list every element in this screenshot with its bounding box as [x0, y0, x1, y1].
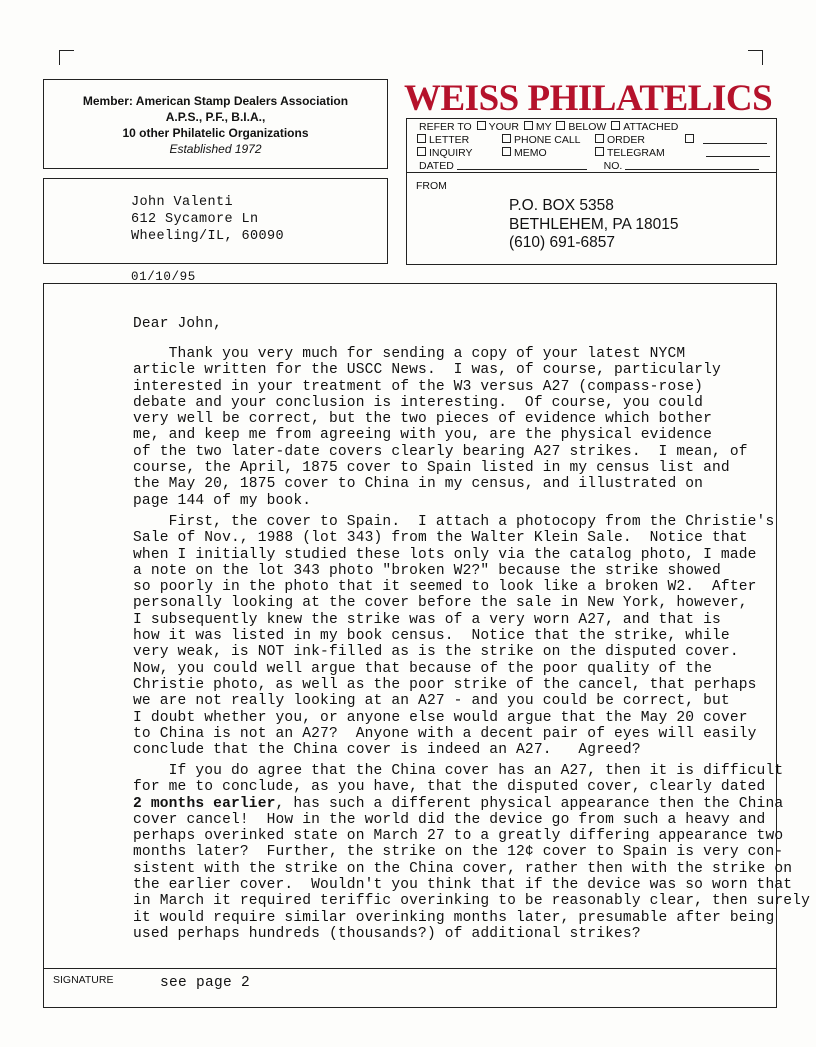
dated-blank[interactable]: [457, 160, 587, 170]
paragraph-line: Thank you very much for sending a copy of your latest NYCM: [133, 346, 686, 362]
other-checkbox-1[interactable]: [685, 134, 694, 143]
recipient-street: 612 Sycamore Ln: [131, 212, 259, 227]
inquiry-label: INQUIRY: [429, 147, 473, 159]
signature-divider: [43, 968, 777, 969]
paragraph-line: I subsequently knew the strike was of a very worn A27, and that is: [133, 611, 721, 628]
other-blank-1[interactable]: [703, 134, 767, 144]
company-name: WEISS PHILATELICS: [404, 78, 773, 119]
signature-label: SIGNATURE: [53, 974, 114, 986]
your-checkbox[interactable]: [477, 121, 486, 130]
your-label: YOUR: [488, 121, 519, 133]
paragraph-line: so poorly in the photo that it seemed to look like a broken W2. After: [133, 579, 757, 596]
recipient-address: [131, 194, 284, 245]
paragraph-line: perhaps overinked state on March 27 to a greatly differing appearance two: [133, 828, 784, 845]
body-paragraph-1: [133, 346, 748, 509]
paragraph-line: personally looking at the cover before the sale in New York, however,: [133, 595, 748, 612]
established-date: Established 1972: [169, 142, 262, 156]
inquiry-checkbox[interactable]: [417, 147, 426, 156]
recipient-city: Wheeling/IL, 60090: [131, 229, 285, 244]
below-checkbox[interactable]: [556, 121, 565, 130]
routing-row-3b: [500, 147, 547, 159]
salutation: Dear John,: [133, 316, 223, 332]
paragraph-line: in March it required teriffic overinking to be reasonably clear, then surely: [133, 893, 810, 910]
return-address: [509, 197, 678, 253]
letter-label: LETTER: [429, 134, 470, 146]
routing-row-2: [415, 134, 469, 146]
telegram-label: TELEGRAM: [607, 147, 665, 159]
paragraph-line: article written for the USCC News. I was, of course, particularly: [133, 362, 721, 379]
paragraph-line: interested in your treatment of the W3 versus A27 (compass-rose): [133, 378, 704, 395]
paragraph-line: First, the cover to Spain. I attach a photocopy from the Christie's: [133, 514, 775, 530]
letter-checkbox[interactable]: [417, 134, 426, 143]
dated-label: DATED: [419, 160, 454, 172]
routing-row-3: [415, 147, 473, 159]
paragraph-line: a note on the lot 343 photo "broken W2?" because the strike showed: [133, 562, 721, 579]
paragraph-line: very weak, is NOT ink-filled as is the strike on the disputed cover.: [133, 644, 739, 661]
paragraph-line: Christie photo, as well as the poor strike of the cancel, that perhaps: [133, 676, 757, 693]
memo-checkbox[interactable]: [502, 147, 511, 156]
member-line-1: Member: American Stamp Dealers Association: [82, 94, 349, 108]
from-label: FROM: [416, 180, 447, 192]
paragraph-line: very well be correct, but the two pieces of evidence which bother: [133, 411, 712, 428]
paragraph-line: it would require similar overinking months later, presumable after being: [133, 909, 775, 926]
paragraph-line: we are not really looking at an A27 - and you could be correct, but: [133, 693, 730, 710]
below-label: BELOW: [568, 121, 607, 133]
routing-row-2b: [500, 134, 581, 146]
letter-date: 01/10/95: [131, 270, 196, 284]
paragraph-line: conclude that the China cover is indeed an A27. Agreed?: [133, 742, 641, 759]
member-line-3: 10 other Philatelic Organizations: [122, 126, 309, 140]
other-blank-2[interactable]: [706, 147, 770, 157]
routing-box: [406, 118, 777, 172]
paragraph-line: me, and keep me from agreeing with you, are the physical evidence: [133, 427, 712, 444]
continuation-note: see page 2: [160, 975, 251, 991]
return-phone: (610) 691-6857: [509, 234, 615, 251]
paragraph-line: Now, you could well argue that because of the poor quality of the: [133, 660, 712, 677]
paragraph-line: for me to conclude, as you have, that the disputed cover, clearly dated: [133, 779, 766, 796]
phone-call-checkbox[interactable]: [502, 134, 511, 143]
routing-row-1: [419, 121, 678, 133]
paragraph-line: I doubt whether you, or anyone else would argue that the May 20 cover: [133, 709, 748, 726]
telegram-checkbox[interactable]: [595, 147, 604, 156]
refer-to-label: REFER TO: [419, 121, 472, 133]
recipient-name: John Valenti: [131, 195, 234, 210]
no-label: NO.: [603, 160, 623, 172]
return-city: BETHLEHEM, PA 18015: [509, 215, 679, 233]
routing-row-2c: [593, 134, 645, 146]
no-blank[interactable]: [625, 160, 759, 170]
membership-box: [43, 79, 388, 169]
order-checkbox[interactable]: [595, 134, 604, 143]
paragraph-line: months later? Further, the strike on the 12¢ cover to Spain is very con-: [133, 844, 784, 861]
paragraph-line: of the two later-date covers clearly bearing A27 strikes. I mean, of: [133, 443, 748, 460]
paragraph-line: when I initially studied these lots only via the catalog photo, I made: [133, 546, 757, 563]
attached-label: ATTACHED: [623, 121, 679, 133]
member-line-2: A.P.S., P.F., B.I.A.,: [165, 110, 266, 124]
paragraph-line: Sale of Nov., 1988 (lot 343) from the Walter Klein Sale. Notice that: [133, 530, 748, 547]
phone-call-label: PHONE CALL: [514, 134, 581, 146]
paragraph-line: page 144 of my book.: [133, 492, 312, 509]
order-label: ORDER: [607, 134, 645, 146]
paragraph-line: to China is not an A27? Anyone with a decent pair of eyes will easily: [133, 725, 757, 742]
paragraph-line: course, the April, 1875 cover to Spain listed in my census list and: [133, 460, 730, 477]
emphasized-phrase: 2 months earlier: [133, 795, 276, 812]
return-po-box: P.O. BOX 5358: [509, 197, 614, 214]
paragraph-line: debate and your conclusion is interesting. Of course, you could: [133, 394, 704, 411]
paragraph-line: used perhaps hundreds (thousands?) of additional strikes?: [133, 925, 641, 942]
paragraph-line-emphasis: 2 months earlier, has such a different physical appearance then the China: [133, 795, 784, 812]
my-checkbox[interactable]: [524, 121, 533, 130]
corner-mark-left: [59, 50, 74, 65]
routing-row-3c: [593, 147, 665, 159]
routing-row-4: [419, 160, 759, 172]
attached-checkbox[interactable]: [611, 121, 620, 130]
corner-mark-right: [748, 50, 763, 65]
paragraph-line: sistent with the strike on the China cover, rather then with the strike on: [133, 860, 793, 877]
my-label: MY: [535, 121, 552, 133]
paragraph-line: how it was listed in my book census. Notice that the strike, while: [133, 628, 730, 645]
paragraph-line: cover cancel! How in the world did the device go from such a heavy and: [133, 811, 766, 828]
paragraph-line: the earlier cover. Wouldn't you think that if the device was so worn that: [133, 877, 793, 894]
body-paragraph-3: [133, 763, 810, 942]
paragraph-line: If you do agree that the China cover has an A27, then it is difficult: [133, 763, 784, 779]
routing-other-2: [706, 147, 770, 159]
routing-other-1: [683, 134, 767, 146]
paragraph-line: the May 20, 1875 cover to China in my census, and illustrated on: [133, 476, 704, 493]
memo-label: MEMO: [514, 147, 547, 159]
body-paragraph-2: [133, 514, 775, 759]
